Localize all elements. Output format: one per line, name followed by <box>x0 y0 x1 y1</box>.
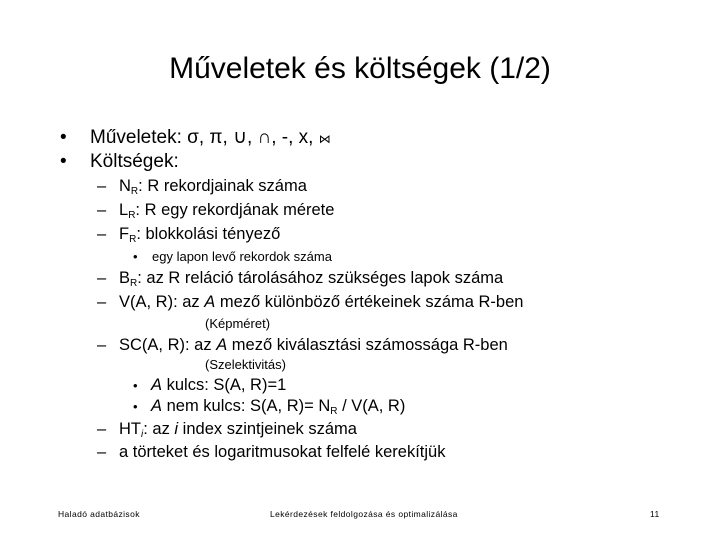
br-subscript: R <box>130 278 138 289</box>
lr-subscript: R <box>128 210 136 221</box>
bullet-icon: • <box>133 378 138 393</box>
sc-attribute: A <box>216 336 228 354</box>
ht-item <box>97 420 357 440</box>
nonkey-subscript: R <box>330 406 338 417</box>
dash-icon: – <box>97 269 107 287</box>
ht-index: i <box>174 420 179 438</box>
dash-icon: – <box>97 420 107 438</box>
footer-topic: Lekérdezések feldolgozása és optimalizálása <box>270 509 458 519</box>
join-icon: ⋈ <box>318 132 331 146</box>
fr-note-item <box>133 249 332 264</box>
v-text-pre: V(A, R): az <box>119 293 205 311</box>
fr-note-text: egy lapon levő rekordok száma <box>152 249 332 264</box>
key-attribute: A <box>151 376 163 394</box>
round-item <box>97 443 446 462</box>
br-symbol: B <box>119 269 131 287</box>
sc-text-post: mező kiválasztási számossága R-ben <box>227 336 508 354</box>
ht-symbol: HT <box>119 420 141 438</box>
fr-subscript: R <box>129 234 137 245</box>
nonkey-text-end: / V(A, R) <box>337 397 406 415</box>
v-text-post: mező különböző értékeinek száma R-ben <box>215 293 524 311</box>
v-attribute: A <box>204 293 216 311</box>
nr-subscript: R <box>130 186 139 197</box>
sc-note: (Szelektivitás) <box>205 357 286 372</box>
nonkey-attribute: A <box>151 397 163 415</box>
sc-text-pre: SC(A, R): az <box>119 336 217 354</box>
lr-symbol: L <box>119 201 129 219</box>
operations-label: Műveletek: σ, π, ∪, ∩, -, x, <box>90 127 314 148</box>
br-item <box>97 269 503 289</box>
fr-symbol: F <box>119 225 130 243</box>
nr-text: : R rekordjainak száma <box>138 177 307 195</box>
dash-icon: – <box>97 293 107 311</box>
nr-item <box>97 177 307 197</box>
br-text: : az R reláció tárolásához szükséges lapok száma <box>137 269 504 287</box>
lr-text: : R egy rekordjának mérete <box>135 201 335 219</box>
dash-icon: – <box>97 336 107 354</box>
dash-icon: – <box>97 201 107 219</box>
fr-text: : blokkolási tényező <box>136 225 281 243</box>
dash-icon: – <box>97 225 107 243</box>
dash-icon: – <box>97 177 107 195</box>
operations-item <box>60 126 331 149</box>
ht-subscript: i <box>141 429 144 440</box>
bullet-icon: • <box>133 399 138 414</box>
round-text: a törteket és logaritmusokat felfelé kerekítjük <box>119 443 446 461</box>
costs-item <box>60 151 179 173</box>
sc-item <box>97 336 508 355</box>
ht-text-mid: : az <box>143 420 175 438</box>
nonkey-text: nem kulcs: S(A, R)= N <box>162 397 331 415</box>
key-text: kulcs: S(A, R)=1 <box>162 376 287 394</box>
nonkey-item <box>133 397 405 417</box>
v-note: (Képméret) <box>205 316 271 331</box>
ht-text-post: index szintjeinek száma <box>178 420 357 438</box>
dash-icon: – <box>97 443 107 461</box>
lr-item <box>97 201 334 221</box>
key-item <box>133 376 286 395</box>
bullet-icon: • <box>60 127 67 148</box>
footer-course: Haladó adatbázisok <box>58 509 140 519</box>
slide-title: Műveletek és költségek (1/2) <box>169 52 551 85</box>
nr-symbol: N <box>119 177 131 195</box>
footer-page-number: 11 <box>650 509 660 519</box>
fr-item <box>97 225 280 245</box>
costs-label: Költségek: <box>90 151 179 172</box>
bullet-icon: • <box>60 151 67 172</box>
bullet-icon: • <box>133 249 138 264</box>
v-item <box>97 293 523 312</box>
